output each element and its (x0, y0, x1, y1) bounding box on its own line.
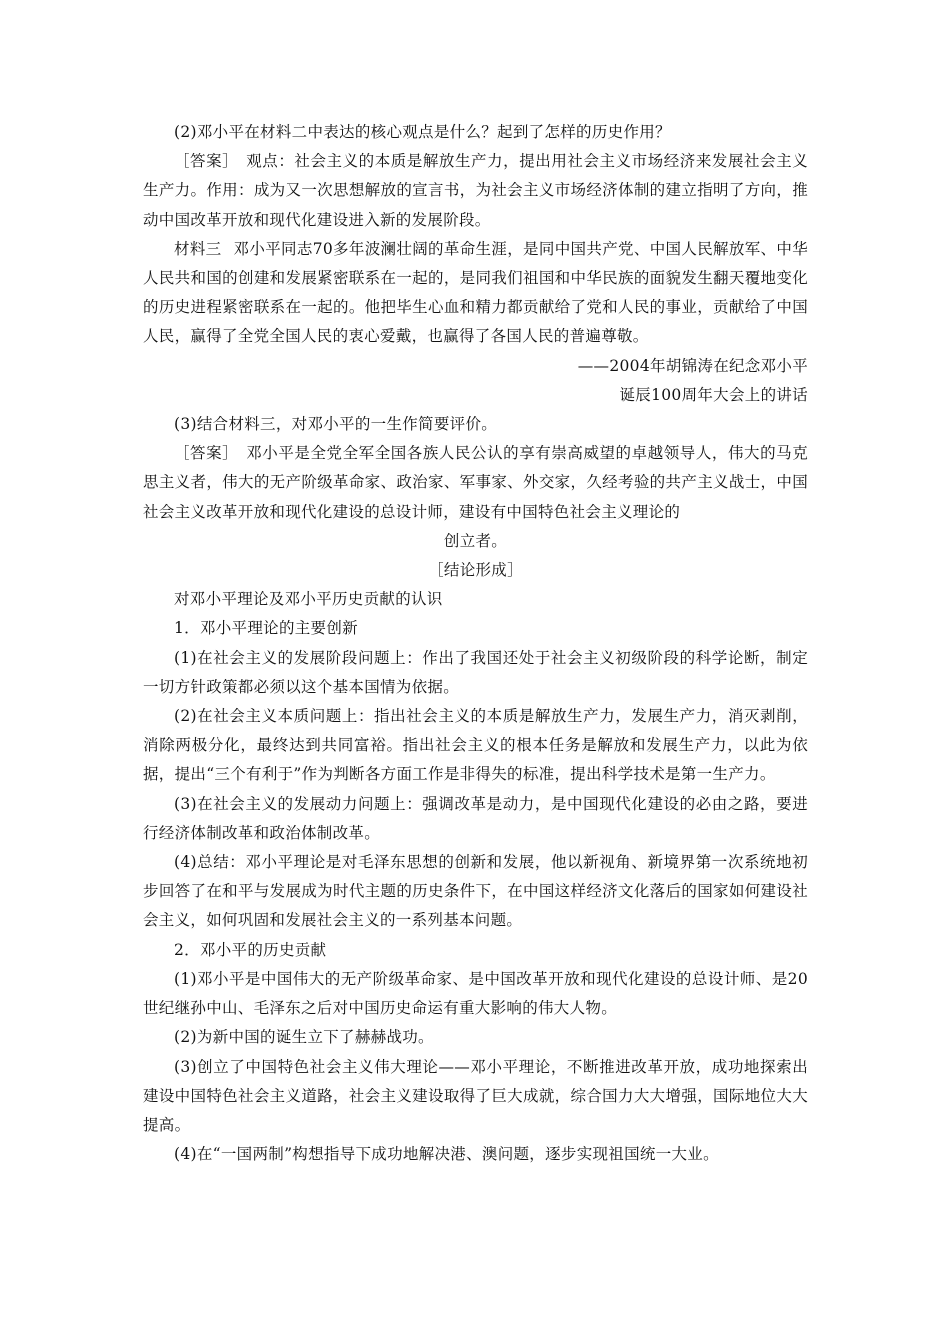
answer-3-tail: 创立者。 (443, 531, 508, 550)
section-1-item: (1)在社会主义的发展阶段问题上：作出了我国还处于社会主义初级阶段的科学论断，制定一切方针政策都必须以这个基本国情为依据。 (143, 648, 808, 696)
section-1-item: (4)总结：邓小平理论是对毛泽东思想的创新和发展，他以新视角、新境界第一次系统地初步回答了在和平与发展成为时代主题的历史条件下，在中国这样经济文化落后的国家如何建设社会主义，如何巩固和发展社会主义的一系列基本问题。 (143, 853, 808, 930)
conclusion-heading: ［结论形成］ (428, 561, 523, 580)
answer-2-text: 观点：社会主义的本质是解放生产力，提出用社会主义市场经济来发展社会主义生产力。作用：成为又一次思想解放的宣言书，为社会主义市场经济体制的建立指明了方向，推动中国改革开放和现代化建设进入新的发展阶段。 (143, 152, 808, 229)
document-page (143, 118, 808, 1169)
section-1-item: (3)在社会主义的发展动力问题上：强调改革是动力，是中国现代化建设的必由之路，要进行经济体制改革和政治体制改革。 (143, 794, 808, 842)
section-2-title: 2．邓小平的历史贡献 (174, 940, 327, 959)
material-3 (143, 235, 808, 352)
material-3-source-line1: ——2004年胡锦涛在纪念邓小平 (577, 356, 808, 375)
material-3-label: 材料三 (174, 239, 222, 258)
question-3: (3)结合材料三，对邓小平的一生作简要评价。 (174, 415, 498, 434)
section-1-item: (2)在社会主义本质问题上：指出社会主义的本质是解放生产力，发展生产力，消灭剥削，消除两极分化，最终达到共同富裕。指出社会主义的根本任务是解放和发展生产力，以此为依据，提出“三个有利于”作为判断各方面工作是非得失的标准，提出科学技术是第一生产力。 (143, 707, 808, 784)
section-2-item: (2)为新中国的诞生立下了赫赫战功。 (174, 1028, 434, 1047)
conclusion-intro: 对邓小平理论及邓小平历史贡献的认识 (174, 590, 443, 609)
answer-2 (143, 147, 808, 235)
section-2-item: (4)在“一国两制”构想指导下成功地解决港、澳问题，逐步实现祖国统一大业。 (174, 1145, 719, 1164)
material-3-source-line2: 诞辰100周年大会上的讲话 (619, 385, 808, 404)
material-3-text: 邓小平同志70多年波澜壮阔的革命生涯，是同中国共产党、中国人民解放军、中华人民共和国的创建和发展紧密联系在一起的，是同我们祖国和中华民族的面貌发生翻天覆地变化的历史进程紧密联系在一起的。他把毕生心血和精力都贡献给了党和人民的事业，贡献给了中国人民，赢得了全党全国人民的衷心爱戴，也赢得了各国人民的普遍尊敬。 (143, 239, 808, 346)
answer-3 (143, 439, 808, 527)
answer-3-text: 邓小平是全党全军全国各族人民公认的享有崇高威望的卓越领导人，伟大的马克思主义者，伟大的无产阶级革命家、政治家、军事家、外交家，久经考验的共产主义战士，中国社会主义改革开放和现代化建设的总设计师，建设有中国特色社会主义理论的 (143, 444, 808, 521)
answer-label: ［答案］ (174, 444, 239, 463)
answer-label: ［答案］ (174, 152, 239, 171)
section-1-title: 1．邓小平理论的主要创新 (174, 619, 358, 638)
section-2-item: (1)邓小平是中国伟大的无产阶级革命家、是中国改革开放和现代化建设的总设计师、是20世纪继孙中山、毛泽东之后对中国历史命运有重大影响的伟大人物。 (143, 969, 808, 1018)
section-2-item: (3)创立了中国特色社会主义伟大理论——邓小平理论，不断推进改革开放，成功地探索出建设中国特色社会主义道路，社会主义建设取得了巨大成就，综合国力大大增强，国际地位大大提高。 (143, 1057, 808, 1134)
question-2: (2)邓小平在材料二中表达的核心观点是什么？起到了怎样的历史作用？ (174, 123, 671, 141)
